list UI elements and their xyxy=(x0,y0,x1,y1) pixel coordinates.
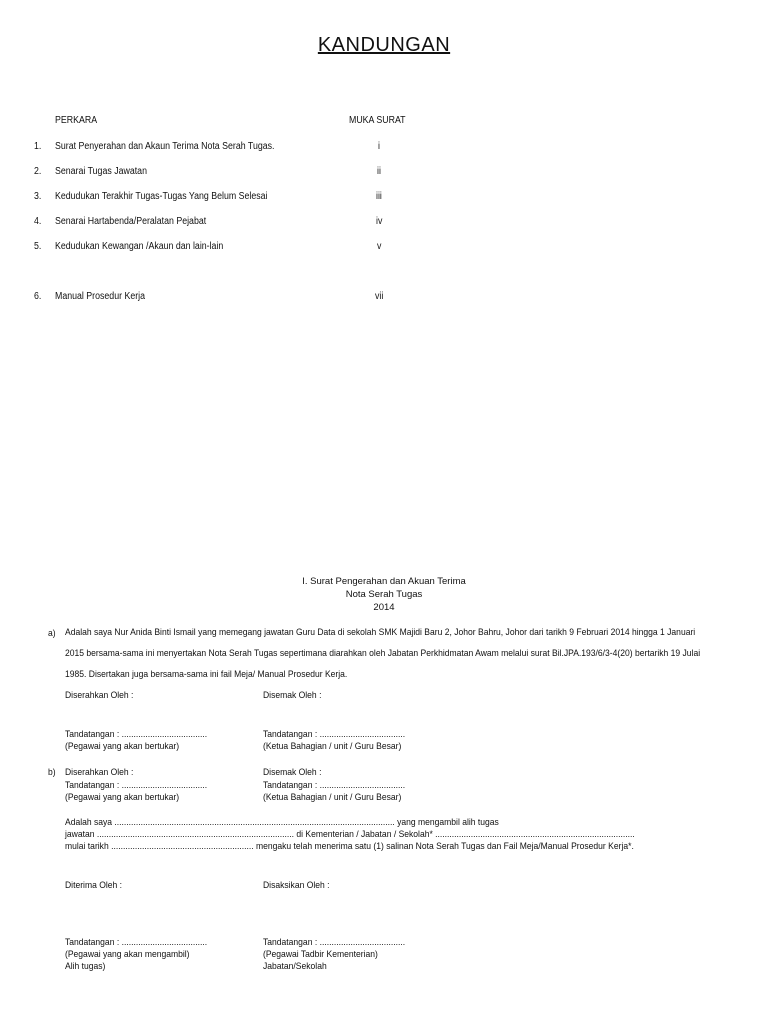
toc-item-number: 2. xyxy=(34,166,42,177)
section-year: 2014 xyxy=(373,602,395,613)
paragraph-line: Adalah saya Nur Anida Binti Ismail yang memegang jawatan Guru Data di sekolah SMK Majidi Baru 2, Johor Bahru, Johor dari tarikh 9 Februari 2014 hingga 1 Januari xyxy=(65,627,696,638)
page-title: KANDUNGAN xyxy=(317,34,451,56)
toc-item-label: Manual Prosedur Kerja xyxy=(55,291,146,302)
signatory-role: (Pegawai yang akan bertukar) xyxy=(65,741,180,752)
part-b-marker: b) xyxy=(48,767,56,778)
signatory-role: Jabatan/Sekolah xyxy=(263,961,327,972)
toc-item-page: vii xyxy=(375,291,384,302)
signatory-role: (Pegawai yang akan mengambil) xyxy=(65,949,190,960)
signature-line: Tandatangan : .................................... xyxy=(65,780,208,791)
toc-item-label: Surat Penyerahan dan Akaun Terima Nota Serah Tugas. xyxy=(55,141,275,152)
toc-item-label: Senarai Tugas Jawatan xyxy=(55,166,147,177)
toc-item-number: 1. xyxy=(34,141,42,152)
disaksikan-label: Disaksikan Oleh : xyxy=(263,880,330,891)
signature-line: Tandatangan : .................................... xyxy=(263,780,406,791)
signatory-role: (Pegawai Tadbir Kementerian) xyxy=(263,949,378,960)
toc-item-page: v xyxy=(377,241,382,252)
signatory-role: (Ketua Bahagian / unit / Guru Besar) xyxy=(263,741,402,752)
acceptance-line: Adalah saya ...................................................................................................................... yang mengambil alih tugas xyxy=(65,817,499,828)
disemak-label: Disemak Oleh : xyxy=(263,767,322,778)
toc-item-page: i xyxy=(378,141,380,152)
toc-item-label: Kedudukan Kewangan /Akaun dan lain-lain xyxy=(55,241,224,252)
section-subheading: Nota Serah Tugas xyxy=(345,589,423,600)
signatory-role: (Ketua Bahagian / unit / Guru Besar) xyxy=(263,792,402,803)
toc-item-number: 3. xyxy=(34,191,42,202)
paragraph-line: 2015 bersama-sama ini menyertakan Nota Serah Tugas sepertimana diarahkan oleh Jabatan Perkhidmatan Awam melalui surat Bil.JPA.193/6/3-4(20) bertarikh 19 Julai xyxy=(65,648,701,659)
signatory-role: Alih tugas) xyxy=(65,961,106,972)
toc-item-number: 6. xyxy=(34,291,42,302)
toc-item-page: ii xyxy=(377,166,381,177)
toc-header-perkara: PERKARA xyxy=(55,115,98,126)
paragraph-line: 1985. Disertakan juga bersama-sama ini fail Meja/ Manual Prosedur Kerja. xyxy=(65,669,348,680)
part-a-marker: a) xyxy=(48,628,56,639)
acceptance-line: mulai tarikh ............................................................ mengaku telah menerima satu (1) salinan Nota Serah Tugas dan Fail Meja/Manual Prosedur Kerja*. xyxy=(65,841,634,852)
toc-item-number: 4. xyxy=(34,216,42,227)
part-a-paragraph xyxy=(65,622,700,685)
signature-line: Tandatangan : .................................... xyxy=(65,729,208,740)
diserahkan-label: Diserahkan Oleh : xyxy=(65,690,134,701)
toc-item-page: iv xyxy=(376,216,383,227)
disemak-label: Disemak Oleh : xyxy=(263,690,322,701)
signature-line: Tandatangan : .................................... xyxy=(65,937,208,948)
diserahkan-label: Diserahkan Oleh : xyxy=(65,767,134,778)
toc-item-number: 5. xyxy=(34,241,42,252)
signature-line: Tandatangan : .................................... xyxy=(263,729,406,740)
section-heading: I. Surat Pengerahan dan Akuan Terima xyxy=(302,576,466,587)
signatory-role: (Pegawai yang akan bertukar) xyxy=(65,792,180,803)
diterima-label: Diterima Oleh : xyxy=(65,880,123,891)
toc-item-page: iii xyxy=(376,191,382,202)
toc-header-muka-surat: MUKA SURAT xyxy=(349,115,406,126)
signature-line: Tandatangan : .................................... xyxy=(263,937,406,948)
toc-item-label: Kedudukan Terakhir Tugas-Tugas Yang Belum Selesai xyxy=(55,191,268,202)
toc-item-label: Senarai Hartabenda/Peralatan Pejabat xyxy=(55,216,207,227)
acceptance-line: jawatan ................................................................................... di Kementerian / Jabatan / Sekolah* .................................................................................... xyxy=(65,829,635,840)
